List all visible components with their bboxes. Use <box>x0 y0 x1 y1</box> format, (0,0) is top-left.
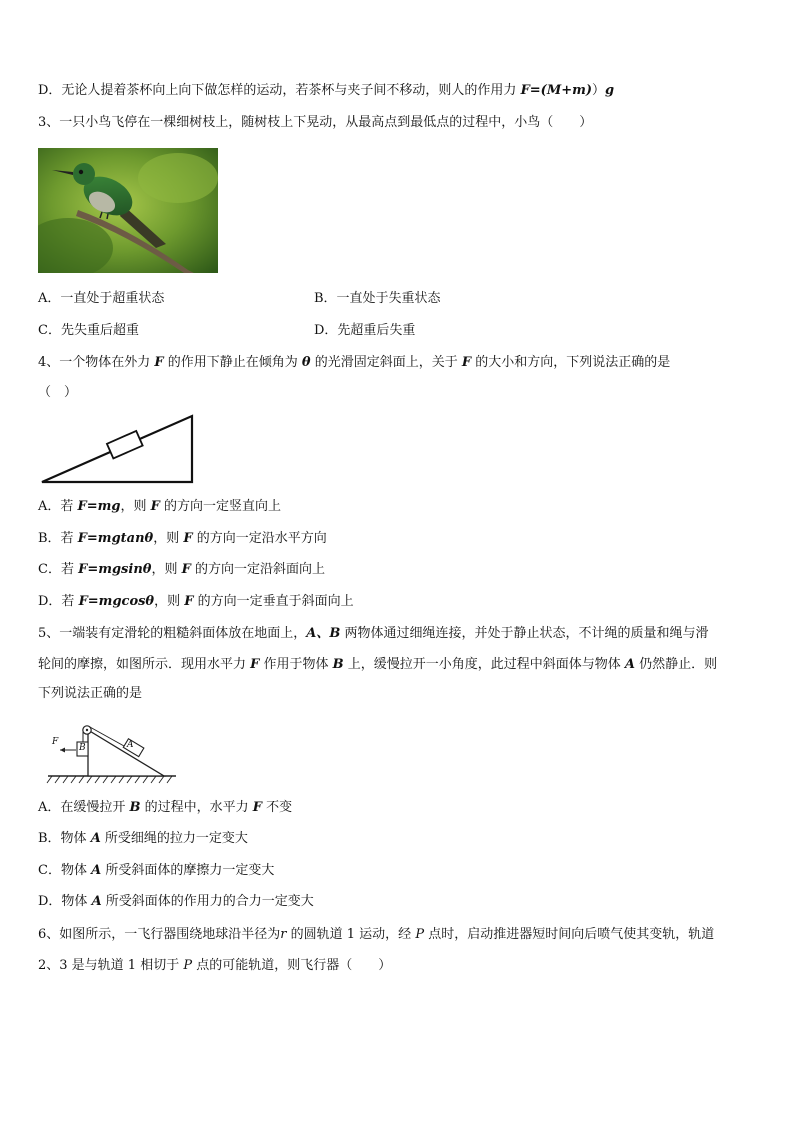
q6-stem-line-2 <box>38 957 391 975</box>
q5-option-a <box>38 799 292 817</box>
q4-stem-b: 的作用下静止在倾角为 <box>163 355 302 370</box>
q4-c-f: F <box>181 562 191 577</box>
q2-option-d-text: D．无论人提着茶杯向上向下做怎样的运动，若茶杯与夹子间不移动，则人的作用力 <box>38 83 521 98</box>
q6-l1-a: 6、如图所示，一飞行器围绕地球沿半径为 <box>38 927 281 942</box>
q5-c-v1: A <box>91 863 102 878</box>
q4-stem-a: 4、一个物体在外力 <box>38 355 155 370</box>
q4-stem-d: 的大小和方向，下列说法正确的是 <box>471 355 671 370</box>
q6-var-p2: P <box>183 958 193 973</box>
q4-d-formula: F=mgcosθ <box>78 594 155 609</box>
q4-var-f: F <box>154 355 164 370</box>
q5-a-pre: A．在缓慢拉开 <box>38 800 130 815</box>
q5-l1-ab: A、B <box>306 626 341 641</box>
q5-stem-line-1 <box>38 625 709 643</box>
pulley-incline-figure <box>40 718 180 786</box>
q4-b-formula: F=mgtanθ <box>77 531 154 546</box>
q5-stem-line-3: 下列说法正确的是 <box>38 686 143 701</box>
q4-option-d <box>38 593 354 611</box>
q6-stem-line-1 <box>38 926 714 944</box>
q4-option-a <box>38 498 281 516</box>
q4-a-formula: F=mg <box>77 499 121 514</box>
q4-a-f: F <box>150 499 160 514</box>
q4-option-b <box>38 530 327 548</box>
q2-option-d <box>38 82 614 100</box>
q4-c-post: 的方向一定沿斜面向上 <box>190 562 325 577</box>
q4-a-mid: ，则 <box>120 499 151 514</box>
q5-option-d <box>38 893 314 911</box>
q3-option-b: B．一直处于失重状态 <box>314 291 441 306</box>
q5-l2-d: 仍然静止．则 <box>635 657 718 672</box>
q3-stem: 3、一只小鸟飞停在一棵细树枝上，随树枝上下晃动，从最高点到最低点的过程中，小鸟（ ） <box>38 115 593 130</box>
q4-var-f2: F <box>461 355 472 370</box>
q5-l2-c: 上，缓慢拉开一小角度，此过程中斜面体与物体 <box>343 657 625 672</box>
q6-l1-c: 点时，启动推进器短时间向后喷气使其变轨，轨道 <box>424 927 715 942</box>
q2-paren: ） <box>592 83 606 98</box>
q3-option-c: C．先失重后超重 <box>38 323 139 338</box>
q4-b-post: 的方向一定沿水平方向 <box>192 531 327 546</box>
fig-label-a: A <box>127 740 134 750</box>
q3-option-a: A．一直处于超重状态 <box>38 291 165 306</box>
q6-l2-a: 2、3 是与轨道 1 相切于 <box>38 958 184 973</box>
q2-g: g <box>605 83 615 98</box>
q5-b-pre: B．物体 <box>38 831 91 846</box>
q4-c-pre: C．若 <box>38 562 79 577</box>
q5-c-pre: C．物体 <box>38 863 92 878</box>
q4-stem <box>38 354 670 372</box>
q6-var-p: P <box>415 927 425 942</box>
q4-var-theta: θ <box>301 355 311 370</box>
q6-var-r: r <box>280 927 287 942</box>
q4-b-mid: ，则 <box>153 531 184 546</box>
q4-a-pre: A．若 <box>38 499 78 514</box>
q4-b-pre: B．若 <box>38 531 78 546</box>
q5-l2-avar: A <box>624 657 635 672</box>
q4-c-mid: ，则 <box>151 562 182 577</box>
incline-figure <box>38 410 198 486</box>
q5-stem-line-2 <box>38 656 717 674</box>
q4-a-post: 的方向一定竖直向上 <box>159 499 282 514</box>
q5-l2-b: 作用于物体 <box>259 657 333 672</box>
q5-b-v1: A <box>90 831 101 846</box>
q5-l2-f: F <box>250 657 260 672</box>
fig-label-f: F <box>52 737 59 747</box>
q5-a-v1: B <box>129 800 141 815</box>
q5-l2-a: 轮间的摩擦，如图所示．现用水平力 <box>38 657 251 672</box>
q4-d-pre: D．若 <box>38 594 79 609</box>
q5-d-pre: D．物体 <box>38 894 92 909</box>
q5-l1-b: 两物体通过细绳连接，并处于静止状态，不计绳的质量和绳与滑 <box>340 626 709 641</box>
q5-l1-a: 5、一端装有定滑轮的粗糙斜面体放在地面上， <box>38 626 307 641</box>
q6-l1-b: 的圆轨道 1 运动，经 <box>286 927 416 942</box>
q4-d-mid: ，则 <box>154 594 185 609</box>
q4-d-f: F <box>184 594 194 609</box>
q4-d-post: 的方向一定垂直于斜面向上 <box>193 594 354 609</box>
q4-c-formula: F=mgsinθ <box>78 562 152 577</box>
q4-b-f: F <box>183 531 193 546</box>
q2-formula: F=(M+m) <box>520 83 593 98</box>
q5-d-post: 所受斜面体的作用力的合力一定变大 <box>101 894 314 909</box>
fig-label-b: B <box>79 743 86 753</box>
q4-option-c <box>38 561 325 579</box>
q6-l2-b: 点的可能轨道，则飞行器（ ） <box>192 958 392 973</box>
q5-a-v2: F <box>252 800 263 815</box>
q3-option-d: D．先超重后失重 <box>314 323 416 338</box>
q5-b-post: 所受细绳的拉力一定变大 <box>100 831 248 846</box>
q5-option-c <box>38 862 274 880</box>
q4-paren: （ ） <box>38 385 78 400</box>
q5-l2-bvar: B <box>332 657 344 672</box>
q5-c-post: 所受斜面体的摩擦力一定变大 <box>101 863 275 878</box>
q4-stem-c: 的光滑固定斜面上，关于 <box>310 355 462 370</box>
q5-a-post: 不变 <box>262 800 293 815</box>
q5-option-b <box>38 830 248 848</box>
q5-a-mid: 的过程中，水平力 <box>140 800 253 815</box>
hummingbird-photo <box>38 148 218 273</box>
q5-d-v1: A <box>91 894 102 909</box>
